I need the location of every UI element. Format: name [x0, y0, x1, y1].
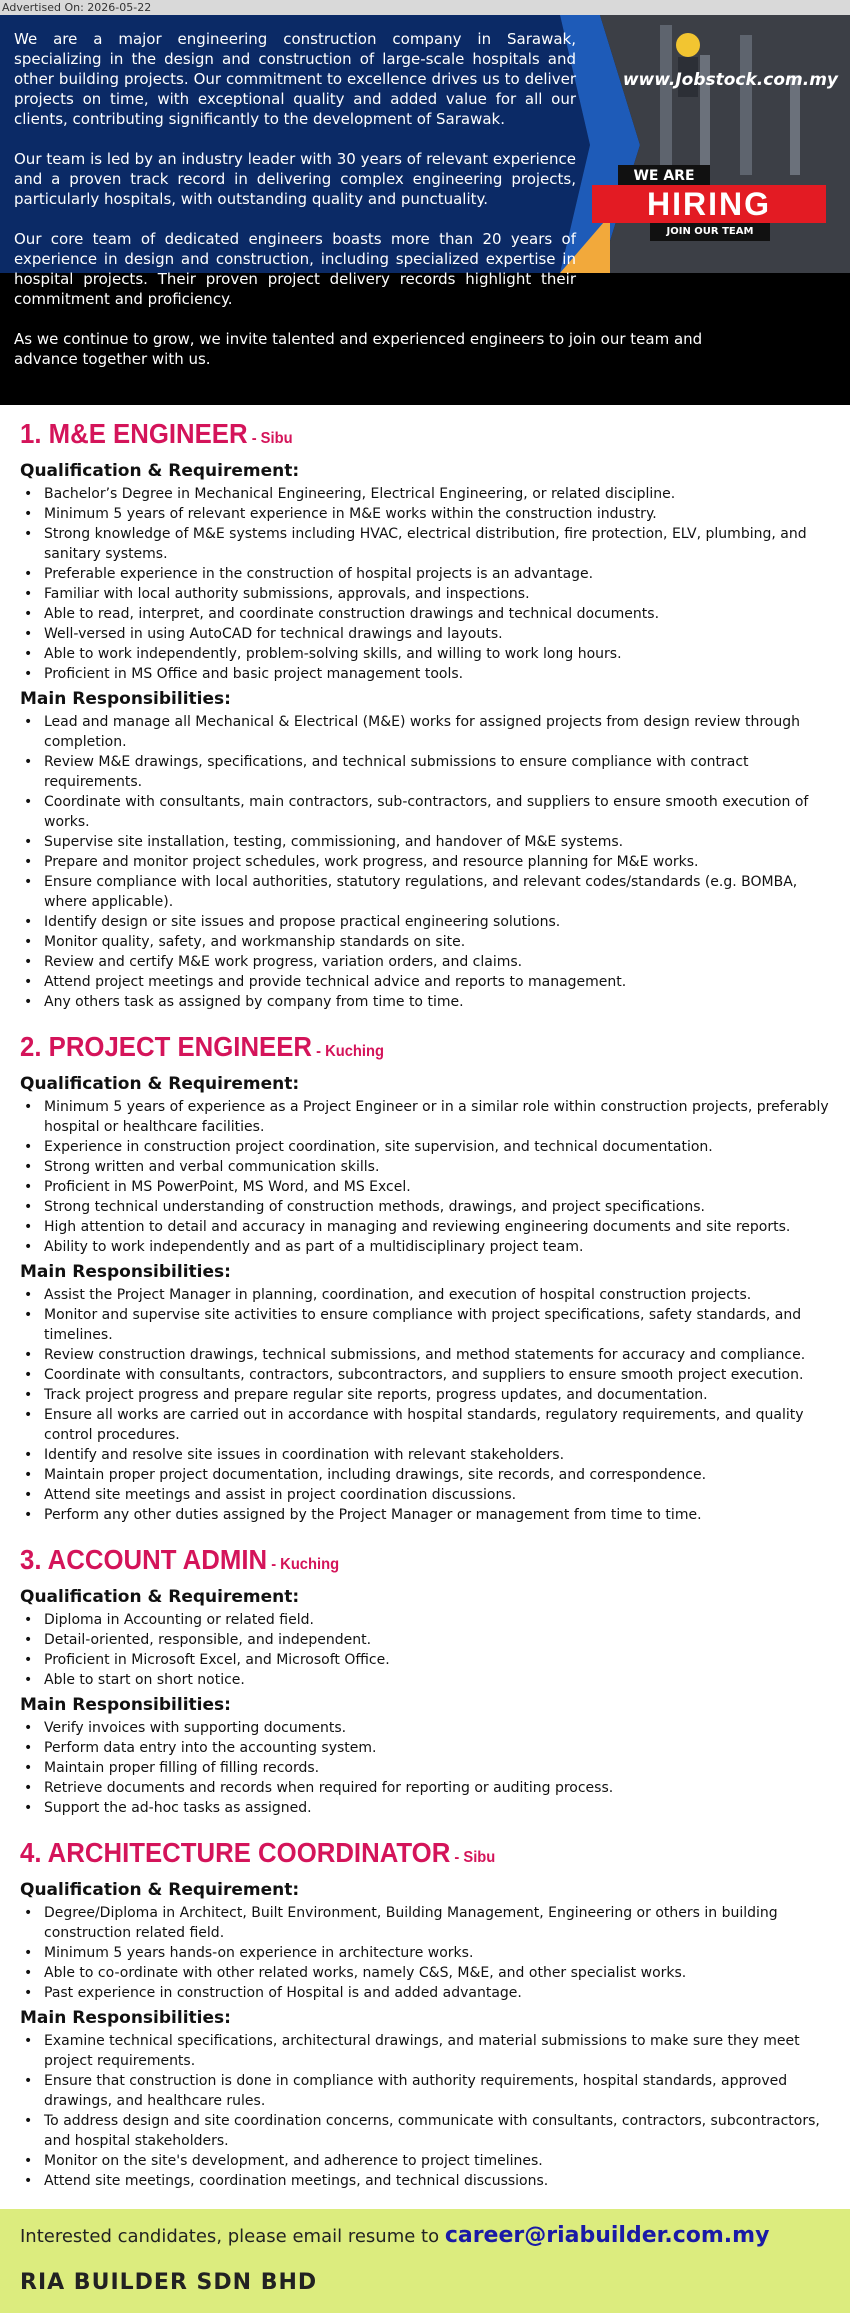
list-item: • Track project progress and prepare regular site reports, progress updates, and documentation.: [20, 1385, 830, 1405]
list-item: • Able to work independently, problem-solving skills, and willing to work long hours.: [20, 644, 830, 664]
list-item: • Supervise site installation, testing, commissioning, and handover of M&E systems.: [20, 832, 830, 852]
intro-paragraph: We are a major engineering construction company in Sarawak, specializing in the design and construction of large-scale hospitals and other building projects. Our commitment to excellence drives us to deliver projects on time, with exceptional quality and added value for all our clients, contributing significantly to the development of Sarawak.: [14, 30, 576, 128]
badge-join: JOIN OUR TEAM: [650, 223, 770, 241]
intro-paragraph: As we continue to grow, we invite talented and experienced engineers to join our team and advance together with us.: [14, 330, 703, 368]
list-item: • Bachelor’s Degree in Mechanical Engineering, Electrical Engineering, or related discipline.: [20, 484, 830, 504]
list-item: • Ensure compliance with local authorities, statutory regulations, and relevant codes/standards (e.g. BOMBA, where applicable).: [20, 872, 830, 912]
list-item: • Review and certify M&E work progress, variation orders, and claims.: [20, 952, 830, 972]
list-item: • Diploma in Accounting or related field.: [20, 1610, 830, 1630]
qualification-heading: Qualification & Requirement:: [20, 1587, 300, 1607]
list-item: • Ability to work independently and as part of a multidisciplinary project team.: [20, 1237, 830, 1257]
badge-hiring: HIRING: [592, 185, 826, 223]
list-item: • Review M&E drawings, specifications, and technical submissions to ensure compliance with contract requirements.: [20, 752, 830, 792]
responsibilities-list: [20, 712, 830, 1012]
list-item: • Assist the Project Manager in planning, coordination, and execution of hospital construction projects.: [20, 1285, 830, 1305]
qualification-list: [20, 484, 830, 684]
list-item: • Support the ad-hoc tasks as assigned.: [20, 1798, 830, 1818]
job-project-engineer: [20, 1030, 830, 1525]
list-item: • Review construction drawings, technical submissions, and method statements for accuracy and compliance.: [20, 1345, 830, 1365]
list-item: • High attention to detail and accuracy in managing and reviewing engineering documents and site reports.: [20, 1217, 830, 1237]
list-item: • Past experience in construction of Hospital is and added advantage.: [20, 1983, 830, 2003]
list-item: • Preferable experience in the construction of hospital projects is an advantage.: [20, 564, 830, 584]
list-item: • Examine technical specifications, architectural drawings, and material submissions to make sure they meet project requirements.: [20, 2031, 830, 2071]
list-item: • Attend site meetings and assist in project coordination discussions.: [20, 1485, 830, 1505]
responsibilities-list: [20, 1718, 830, 1818]
list-item: • Coordinate with consultants, contractors, subcontractors, and suppliers to ensure smooth project execution.: [20, 1365, 830, 1385]
responsibilities-heading: Main Responsibilities:: [20, 1262, 231, 1282]
list-item: • Identify and resolve site issues in coordination with relevant stakeholders.: [20, 1445, 830, 1465]
job-location: - Kuching: [312, 1043, 384, 1060]
list-item: • Proficient in Microsoft Excel, and Microsoft Office.: [20, 1650, 830, 1670]
list-item: • Proficient in MS Office and basic project management tools.: [20, 664, 830, 684]
list-item: • Ensure that construction is done in compliance with authority requirements, hospital standards, approved drawings, and healthcare rules.: [20, 2071, 830, 2111]
list-item: • Monitor and supervise site activities to ensure compliance with project specifications, safety standards, and timelines.: [20, 1305, 830, 1345]
qualification-heading: Qualification & Requirement:: [20, 1074, 300, 1094]
contact-line: [20, 2223, 830, 2248]
list-item: • Maintain proper project documentation, including drawings, site records, and correspondence.: [20, 1465, 830, 1485]
list-item: • Verify invoices with supporting documents.: [20, 1718, 830, 1738]
list-item: • Attend site meetings, coordination meetings, and technical discussions.: [20, 2171, 830, 2191]
list-item: • Coordinate with consultants, main contractors, sub-contractors, and suppliers to ensure smooth execution of works.: [20, 792, 830, 832]
list-item: • Able to co-ordinate with other related works, namely C&S, M&E, and other specialist works.: [20, 1963, 830, 1983]
job-title: 2. PROJECT ENGINEER - Kuching: [20, 1031, 384, 1062]
qualification-heading: Qualification & Requirement:: [20, 461, 300, 481]
job-location: - Sibu: [450, 1849, 496, 1866]
list-item: • Any others task as assigned by company from time to time.: [20, 992, 830, 1012]
responsibilities-heading: Main Responsibilities:: [20, 2008, 231, 2028]
responsibilities-heading: Main Responsibilities:: [20, 689, 231, 709]
list-item: • Monitor quality, safety, and workmanship standards on site.: [20, 932, 830, 952]
site-watermark: www.Jobstock.com.my: [622, 70, 838, 90]
job-location: - Sibu: [247, 430, 293, 447]
job-title: 1. M&E ENGINEER - Sibu: [20, 418, 293, 449]
contact-text: Interested candidates, please email resume to: [20, 2226, 445, 2247]
job-architecture-coordinator: [20, 1836, 830, 2191]
list-item: • Monitor on the site's development, and adherence to project timelines.: [20, 2151, 830, 2171]
job-location: - Kuching: [267, 1556, 340, 1573]
job-account-admin: [20, 1543, 830, 1818]
responsibilities-list: [20, 1285, 830, 1525]
job-listings: [0, 405, 850, 2191]
job-title: 4. ARCHITECTURE COORDINATOR - Sibu: [20, 1837, 496, 1868]
list-item: • Degree/Diploma in Architect, Built Environment, Building Management, Engineering or others in building construction related field.: [20, 1903, 830, 1943]
list-item: • To address design and site coordination concerns, communicate with consultants, contractors, subcontractors, and hospital stakeholders.: [20, 2111, 830, 2151]
list-item: • Familiar with local authority submissions, approvals, and inspections.: [20, 584, 830, 604]
list-item: • Minimum 5 years of experience as a Project Engineer or in a similar role within construction projects, preferably hospital or healthcare facilities.: [20, 1097, 830, 1137]
job-me-engineer: [20, 417, 830, 1012]
intro-paragraph: Our team is led by an industry leader with 30 years of relevant experience and a proven track record in delivering complex engineering projects, particularly hospitals, with outstanding quality and punctuality.: [14, 150, 576, 208]
responsibilities-heading: Main Responsibilities:: [20, 1695, 231, 1715]
qualification-list: [20, 1097, 830, 1257]
list-item: • Well-versed in using AutoCAD for technical drawings and layouts.: [20, 624, 830, 644]
list-item: • Retrieve documents and records when required for reporting or auditing process.: [20, 1778, 830, 1798]
qualification-list: [20, 1610, 830, 1690]
list-item: • Minimum 5 years hands-on experience in architecture works.: [20, 1943, 830, 1963]
list-item: • Strong knowledge of M&E systems including HVAC, electrical distribution, fire protection, ELV, plumbing, and sanitary systems.: [20, 524, 830, 564]
advertised-date: Advertised On: 2026-05-22: [0, 0, 850, 15]
list-item: • Strong written and verbal communication skills.: [20, 1157, 830, 1177]
list-item: • Proficient in MS PowerPoint, MS Word, and MS Excel.: [20, 1177, 830, 1197]
badge-we-are: WE ARE: [618, 165, 710, 187]
list-item: • Lead and manage all Mechanical & Electrical (M&E) works for assigned projects from design review through completion.: [20, 712, 830, 752]
list-item: • Prepare and monitor project schedules, work progress, and resource planning for M&E works.: [20, 852, 830, 872]
intro-paragraph: Our core team of dedicated engineers boasts more than 20 years of experience in design and construction, including specialized expertise in hospital projects. Their proven project delivery records highlight their commitment and proficiency.: [14, 230, 576, 308]
contact-email-link[interactable]: career@riabuilder.com.my: [444, 2223, 770, 2248]
hiring-badge: [588, 165, 830, 245]
list-item: • Ensure all works are carried out in accordance with hospital standards, regulatory requirements, and quality control procedures.: [20, 1405, 830, 1445]
list-item: • Able to read, interpret, and coordinate construction drawings and technical documents.: [20, 604, 830, 624]
company-intro: [14, 29, 703, 389]
list-item: • Able to start on short notice.: [20, 1670, 830, 1690]
list-item: • Strong technical understanding of construction methods, drawings, and project specifications.: [20, 1197, 830, 1217]
qualification-list: [20, 1903, 830, 2003]
list-item: • Attend project meetings and provide technical advice and reports to management.: [20, 972, 830, 992]
list-item: • Detail-oriented, responsible, and independent.: [20, 1630, 830, 1650]
company-name: RIA BUILDER SDN BHD: [20, 2270, 318, 2295]
list-item: • Identify design or site issues and propose practical engineering solutions.: [20, 912, 830, 932]
list-item: • Perform any other duties assigned by the Project Manager or management from time to time.: [20, 1505, 830, 1525]
qualification-heading: Qualification & Requirement:: [20, 1880, 300, 1900]
list-item: • Perform data entry into the accounting system.: [20, 1738, 830, 1758]
contact-footer: [0, 2209, 850, 2313]
list-item: • Maintain proper filling of filling records.: [20, 1758, 830, 1778]
hero-banner: [0, 15, 850, 405]
job-title: 3. ACCOUNT ADMIN - Kuching: [20, 1544, 340, 1575]
list-item: • Minimum 5 years of relevant experience in M&E works within the construction industry.: [20, 504, 830, 524]
responsibilities-list: [20, 2031, 830, 2191]
list-item: • Experience in construction project coordination, site supervision, and technical documentation.: [20, 1137, 830, 1157]
